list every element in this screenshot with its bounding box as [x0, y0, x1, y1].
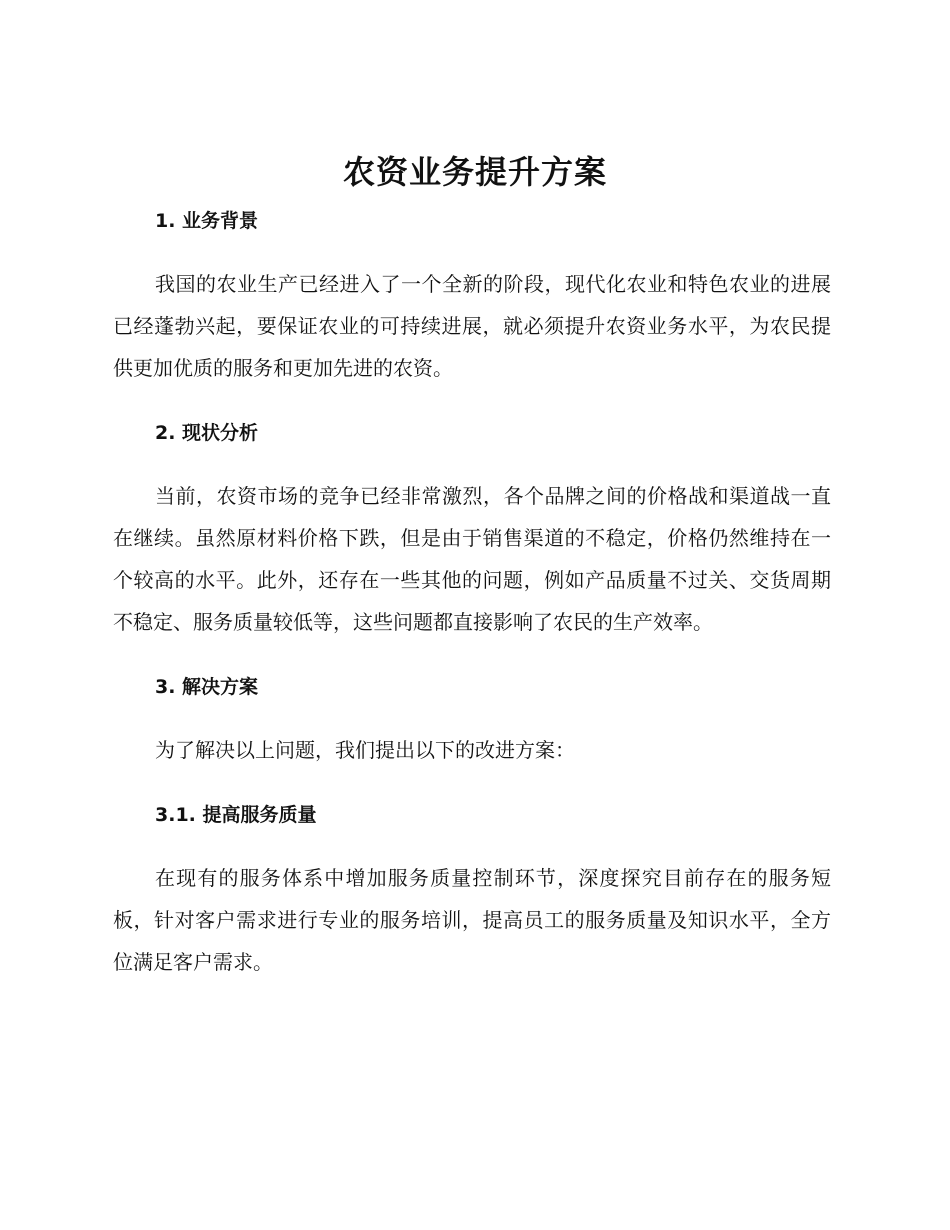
section-paragraph: 当前，农资市场的竞争已经非常激烈，各个品牌之间的价格战和渠道战一直在继续。虽然原材料价格下跌，但是由于销售渠道的不稳定，价格仍然维持在一个较高的水平。此外，还存在一些其他的问题，例如产品质量不过关、交货周期不稳定、服务质量较低等，这些问题都直接影响了农民的生产效率。 — [113, 484, 831, 634]
section-solution — [113, 667, 831, 795]
section-improve-service-quality — [113, 795, 831, 983]
document-body — [113, 201, 831, 983]
section-heading: 3. 解决方案 — [155, 676, 259, 698]
section-business-background — [113, 201, 831, 413]
section-current-analysis — [113, 413, 831, 667]
section-paragraph: 在现有的服务体系中增加服务质量控制环节，深度探究目前存在的服务短板，针对客户需求进行专业的服务培训，提高员工的服务质量及知识水平，全方位满足客户需求。 — [113, 866, 831, 974]
section-paragraph: 为了解决以上问题，我们提出以下的改进方案： — [155, 738, 575, 762]
section-heading: 3.1. 提高服务质量 — [155, 804, 317, 826]
section-heading: 1. 业务背景 — [155, 210, 259, 232]
section-paragraph: 我国的农业生产已经进入了一个全新的阶段，现代化农业和特色农业的进展已经蓬勃兴起，要保证农业的可持续进展，就必须提升农资业务水平，为农民提供更加优质的服务和更加先进的农资。 — [113, 272, 831, 380]
section-heading: 2. 现状分析 — [155, 422, 259, 444]
document-title: 农资业务提升方案 — [342, 153, 607, 191]
